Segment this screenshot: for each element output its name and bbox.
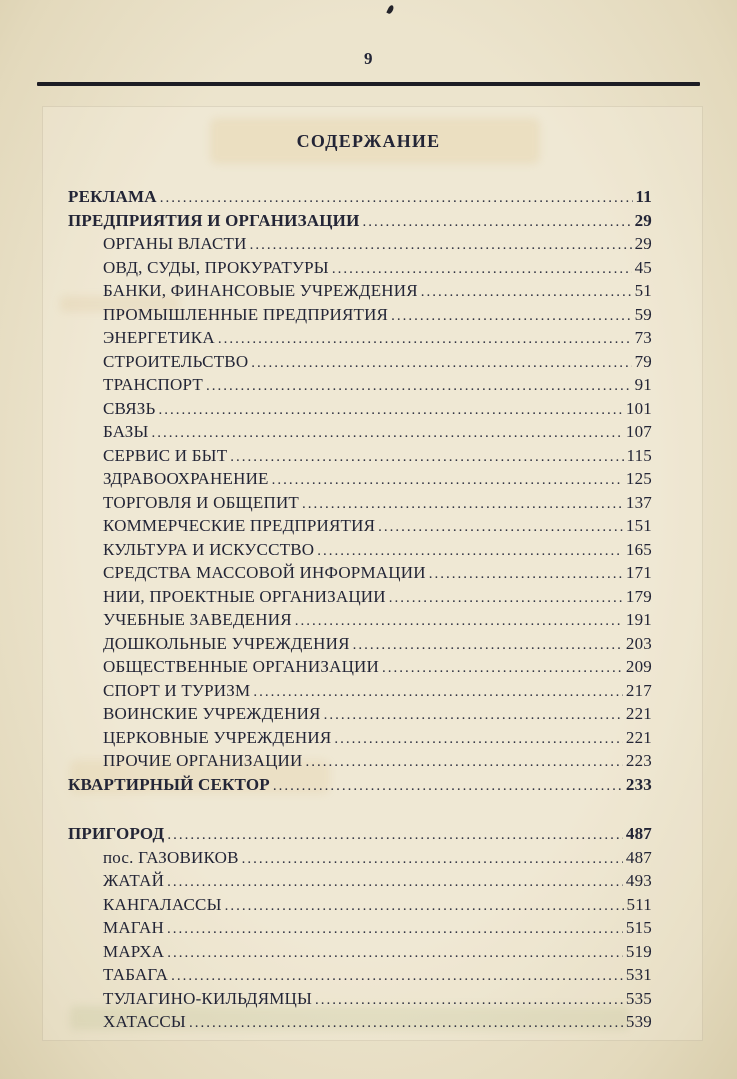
toc-entry-page: 233: [625, 774, 652, 794]
toc-entry: [68, 210, 652, 234]
dot-leader: [389, 586, 623, 610]
toc-entry-page: 217: [625, 680, 652, 700]
toc-entry-label: РЕКЛАМА: [68, 187, 157, 206]
toc-entry-page: 79: [634, 351, 652, 371]
toc-entry-page: 125: [625, 469, 652, 488]
toc-entry: [68, 304, 652, 328]
toc-entry-page: 29: [634, 234, 652, 253]
toc-entry: [68, 515, 652, 539]
toc-entry-label: ТОРГОВЛЯ И ОБЩЕПИТ: [103, 492, 300, 512]
toc-entry-label: СЕРВИС И БЫТ: [103, 445, 228, 465]
toc-entry-label: ТРАНСПОРТ: [103, 375, 203, 394]
toc-entry-label: ВОИНСКИЕ УЧРЕЖДЕНИЯ: [103, 704, 321, 723]
toc-entry: [68, 941, 652, 965]
toc-list: [68, 186, 652, 1035]
page-number: 9: [364, 49, 373, 68]
toc-entry-label: НИИ, ПРОЕКТНЫЕ ОРГАНИЗАЦИИ: [103, 586, 386, 606]
toc-entry-label: СРЕДСТВА МАССОВОЙ ИНФОРМАЦИИ: [103, 563, 426, 582]
toc-entry-page: 519: [625, 941, 652, 961]
toc-entry: [68, 1011, 652, 1035]
ink-speck: [386, 4, 394, 14]
dot-leader: [378, 515, 623, 539]
dot-leader: [152, 421, 623, 445]
toc-entry-label: ЖАТАЙ: [103, 871, 165, 890]
toc-entry-page: 51: [634, 281, 652, 300]
toc-entry-page: 493: [625, 871, 652, 890]
toc-entry-label: ТУЛАГИНО-КИЛЬДЯМЦЫ: [103, 988, 313, 1008]
toc-entry-page: 209: [625, 657, 652, 676]
toc-entry-label: ОВД, СУДЫ, ПРОКУРАТУРЫ: [103, 257, 329, 277]
toc-entry-label: ХАТАССЫ: [103, 1012, 186, 1031]
toc-entry: [68, 351, 652, 375]
toc-entry: [68, 492, 652, 516]
toc-entry-page: 223: [625, 751, 652, 770]
dot-leader: [167, 941, 623, 965]
dot-leader: [160, 186, 633, 210]
dot-leader: [273, 774, 623, 798]
toc-entry-label: ОРГАНЫ ВЛАСТИ: [103, 234, 247, 253]
dot-leader: [429, 562, 623, 586]
toc-entry-label: ТАБАГА: [103, 965, 169, 984]
toc-entry-label: ПРОМЫШЛЕННЫЕ ПРЕДПРИЯТИЯ: [103, 304, 389, 324]
toc-entry: [68, 633, 652, 657]
dot-leader: [317, 539, 623, 563]
toc-entry: [68, 727, 652, 751]
toc-entry-page: 137: [625, 492, 652, 512]
toc-entry-label: ПРЕДПРИЯТИЯ И ОРГАНИЗАЦИИ: [68, 210, 360, 230]
toc-entry-label: ПРОЧИЕ ОРГАНИЗАЦИИ: [103, 751, 303, 770]
toc-entry-page: 101: [625, 398, 652, 418]
dot-leader: [218, 327, 632, 351]
toc-entry-label: ЭНЕРГЕТИКА: [103, 328, 215, 347]
toc-entry-page: 487: [625, 847, 652, 867]
toc-entry-label: МАГАН: [103, 918, 164, 937]
dot-leader: [167, 870, 623, 894]
toc-entry-page: 487: [625, 824, 652, 843]
dot-leader: [272, 468, 623, 492]
toc-entry-label: ОБЩЕСТВЕННЫЕ ОРГАНИЗАЦИИ: [103, 657, 379, 676]
toc-entry: [68, 374, 652, 398]
toc-entry-page: 115: [626, 445, 652, 465]
toc-entry: [68, 186, 652, 210]
toc-entry-label: КУЛЬТУРА И ИСКУССТВО: [103, 539, 315, 559]
toc-entry-page: 45: [634, 257, 652, 277]
dot-leader: [251, 351, 631, 375]
dot-leader: [253, 680, 623, 704]
toc-entry: [68, 233, 652, 257]
toc-entry-page: 531: [625, 965, 652, 984]
dot-leader: [225, 894, 624, 918]
dot-leader: [295, 609, 623, 633]
toc-entry-label: ПРИГОРОД: [68, 824, 165, 843]
toc-entry-label: пос. ГАЗОВИКОВ: [103, 847, 239, 867]
header-rule: [37, 82, 700, 86]
toc-entry: [68, 680, 652, 704]
toc-entry-page: 171: [625, 563, 652, 582]
toc-entry: [68, 988, 652, 1012]
dot-leader: [250, 233, 632, 257]
dot-leader: [171, 964, 623, 988]
toc-entry-page: 511: [626, 894, 652, 914]
dot-leader: [206, 374, 632, 398]
toc-entry-page: 151: [625, 516, 652, 535]
toc-entry-page: 59: [634, 304, 652, 324]
toc-entry-label: ЦЕРКОВНЫЕ УЧРЕЖДЕНИЯ: [103, 727, 332, 747]
dot-leader: [242, 847, 623, 871]
page-title: СОДЕРЖАНИЕ: [296, 131, 441, 151]
toc-entry: [68, 823, 652, 847]
toc-entry-label: ДОШКОЛЬНЫЕ УЧРЕЖДЕНИЯ: [103, 633, 350, 653]
toc-entry: [68, 609, 652, 633]
dot-leader: [167, 823, 622, 847]
toc-entry-label: КАНГАЛАССЫ: [103, 894, 222, 914]
toc-entry: [68, 774, 652, 798]
toc-entry-page: 221: [625, 727, 652, 747]
toc-entry: [68, 656, 652, 680]
toc-entry-label: КВАРТИРНЫЙ СЕКТОР: [68, 774, 270, 794]
toc-entry: [68, 703, 652, 727]
toc-entry-page: 221: [625, 704, 652, 723]
toc-entry: [68, 280, 652, 304]
dot-leader: [332, 257, 632, 281]
toc-entry-page: 191: [625, 610, 652, 629]
toc-entry: [68, 257, 652, 281]
toc-entry-label: СПОРТ И ТУРИЗМ: [103, 680, 251, 700]
dot-leader: [306, 750, 623, 774]
toc-entry-label: ЗДРАВООХРАНЕНИЕ: [103, 469, 269, 488]
dot-leader: [324, 703, 623, 727]
dot-leader: [353, 633, 623, 657]
dot-leader: [167, 917, 623, 941]
toc-entry: [68, 586, 652, 610]
toc-entry-page: 91: [634, 375, 652, 394]
toc-entry: [68, 327, 652, 351]
toc-entry-label: УЧЕБНЫЕ ЗАВЕДЕНИЯ: [103, 610, 292, 629]
toc-entry-label: МАРХА: [103, 941, 165, 961]
toc-entry: [68, 468, 652, 492]
toc-entry-label: СТРОИТЕЛЬСТВО: [103, 351, 249, 371]
toc-entry-label: БАЗЫ: [103, 422, 149, 441]
dot-leader: [421, 280, 632, 304]
dot-leader: [302, 492, 623, 516]
dot-leader: [158, 398, 622, 422]
toc-entry: [68, 398, 652, 422]
toc-entry-page: 11: [635, 187, 652, 206]
toc-entry-page: 539: [625, 1012, 652, 1031]
toc-entry-page: 535: [625, 988, 652, 1008]
toc-entry-page: 165: [625, 539, 652, 559]
toc-entry-page: 107: [625, 422, 652, 441]
dot-leader: [315, 988, 623, 1012]
dot-leader: [391, 304, 632, 328]
dot-leader: [189, 1011, 623, 1035]
dot-leader: [230, 445, 623, 469]
toc-entry-page: 515: [625, 918, 652, 937]
toc-entry: [68, 964, 652, 988]
toc-entry-page: 73: [634, 328, 652, 347]
toc-entry-label: КОММЕРЧЕСКИЕ ПРЕДПРИЯТИЯ: [103, 516, 376, 535]
toc-entry: [68, 421, 652, 445]
dot-leader: [382, 656, 623, 680]
toc-entry-page: 29: [634, 210, 652, 230]
toc-entry: [68, 562, 652, 586]
toc-entry: [68, 750, 652, 774]
toc-entry: [68, 917, 652, 941]
toc-entry: [68, 445, 652, 469]
toc-section-gap: [68, 797, 652, 823]
toc-entry-label: СВЯЗЬ: [103, 398, 156, 418]
toc-entry-label: БАНКИ, ФИНАНСОВЫЕ УЧРЕЖДЕНИЯ: [103, 281, 418, 300]
toc-entry-page: 179: [625, 586, 652, 606]
toc-entry: [68, 847, 652, 871]
toc-entry: [68, 870, 652, 894]
toc-entry: [68, 539, 652, 563]
dot-leader: [363, 210, 632, 234]
toc-entry-page: 203: [625, 633, 652, 653]
dot-leader: [334, 727, 622, 751]
toc-entry: [68, 894, 652, 918]
